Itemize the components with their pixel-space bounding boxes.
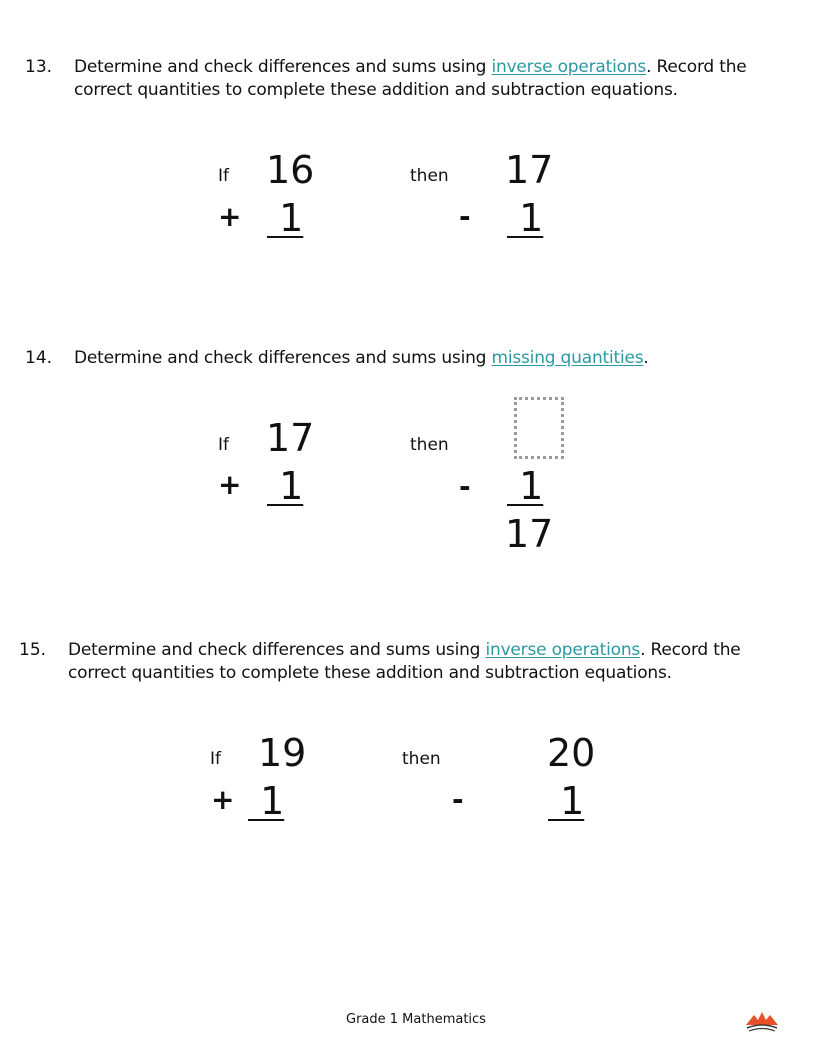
- q14-minus-sign: -: [459, 470, 471, 503]
- q13-if-top-number: 16: [266, 148, 315, 192]
- q13-then-top-number: 17: [505, 148, 554, 192]
- q15-then-bottom-number: 1: [548, 779, 585, 823]
- question-13-number: 13.: [25, 57, 53, 77]
- q13-if-bottom-number: 1: [267, 196, 304, 240]
- q14-if-bottom-number: 1: [267, 464, 304, 508]
- question-15-text: Determine and check differences and sums using: [68, 640, 486, 660]
- q14-then-bottom-number: 1: [507, 464, 544, 508]
- q14-if-top-number: 17: [266, 416, 315, 460]
- question-14-text: Determine and check differences and sums using: [74, 348, 492, 368]
- inverse-operations-link[interactable]: inverse operations: [491, 57, 647, 77]
- q15-if-top-number: 19: [258, 731, 307, 775]
- q15-then-label: then: [402, 749, 441, 769]
- question-15-prompt: [68, 639, 741, 662]
- footer-title: Grade 1 Mathematics: [346, 1012, 486, 1027]
- missing-quantities-link[interactable]: missing quantities: [491, 348, 644, 368]
- q14-if-label: If: [218, 435, 229, 455]
- question-15-number: 15.: [19, 640, 47, 660]
- question-13-prompt: [74, 56, 747, 79]
- question-14-number: 14.: [25, 348, 53, 368]
- question-14-text-after: .: [643, 348, 649, 368]
- q15-minus-sign: -: [452, 783, 464, 816]
- question-15-prompt-line2: correct quantities to complete these addition and subtraction equations.: [68, 663, 672, 683]
- q15-then-top-number: 20: [547, 731, 596, 775]
- question-13-prompt-line2: correct quantities to complete these addition and subtraction equations.: [74, 80, 678, 100]
- question-13-text: Determine and check differences and sums using: [74, 57, 492, 77]
- q13-then-label: then: [410, 166, 449, 186]
- q14-plus-sign: +: [218, 468, 242, 501]
- q13-then-bottom-number: 1: [507, 196, 544, 240]
- question-15-text-after: . Record the: [640, 640, 741, 660]
- inverse-operations-link-2[interactable]: inverse operations: [485, 640, 641, 660]
- missing-quantity-box[interactable]: [514, 397, 564, 459]
- q13-minus-sign: -: [459, 200, 471, 233]
- q13-plus-sign: +: [218, 200, 242, 233]
- q15-plus-sign: +: [211, 783, 235, 816]
- question-14-prompt: [74, 347, 649, 370]
- question-13-text-after: . Record the: [646, 57, 747, 77]
- q14-then-result: 17: [505, 512, 554, 556]
- q13-if-label: If: [218, 166, 229, 186]
- q14-then-label: then: [410, 435, 449, 455]
- q15-if-bottom-number: 1: [248, 779, 285, 823]
- q15-if-label: If: [210, 749, 221, 769]
- publisher-logo-icon: [745, 1009, 779, 1033]
